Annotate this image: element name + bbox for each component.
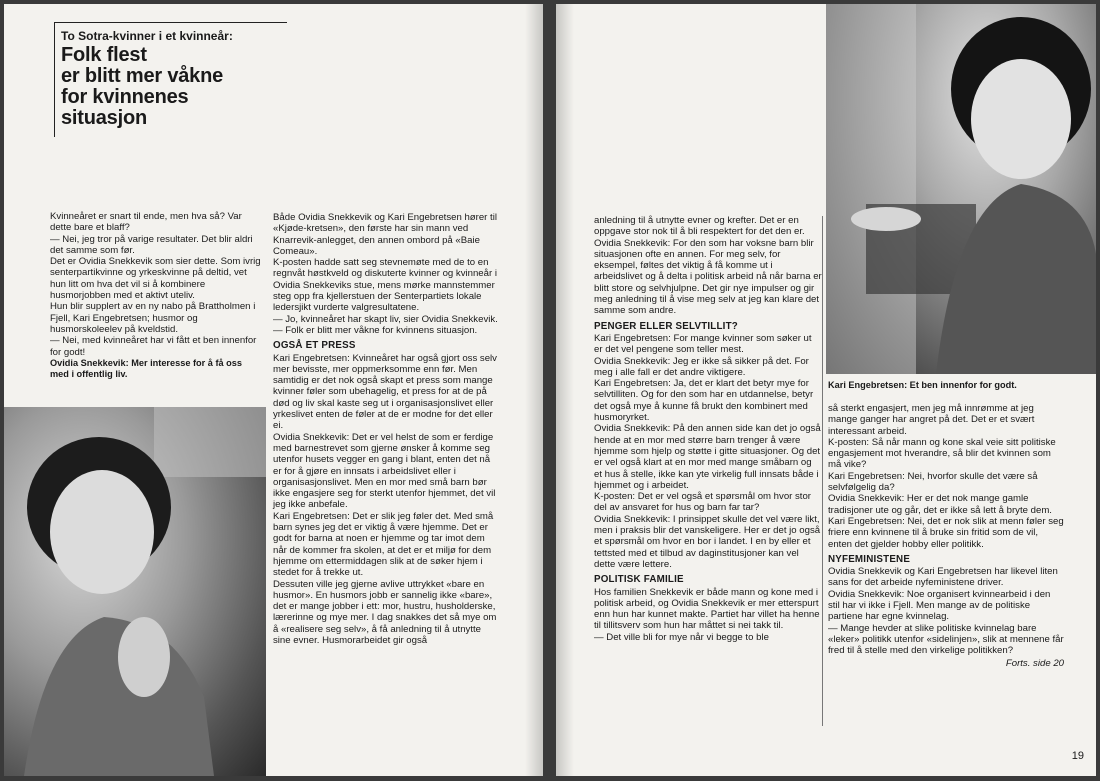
headline-line: for kvinnenes — [61, 86, 189, 108]
paragraph: — Nei, jeg tror på varige resultater. Det blir aldri det samme som før. — [50, 233, 253, 256]
left-page — [4, 4, 543, 776]
headline-line: situasjon — [61, 107, 147, 129]
headline — [61, 45, 279, 129]
right-page — [556, 4, 1096, 776]
paragraph: K-posten: Så når mann og kone skal veie sitt politiske engasjement mot hverandre, så blir det kvinnen som må vike? — [828, 436, 1056, 471]
section-heading: NYFEMINISTENE — [828, 553, 911, 565]
section-heading: OGSÅ ET PRESS — [273, 340, 356, 352]
paragraph: Det er Ovidia Snekkevik som sier dette. Som ivrig senterpartikvinne og yrkeskvinne på deltid, vet hun litt om hva det vil si å kombinere husmorjobben med et aktivt uteliv. — [50, 256, 261, 302]
paragraph: Ovidia Snekkevik: Her er det nok mange gamle tradisjoner ute og går, det er ikke så lett å bryte dem. — [828, 493, 1052, 516]
paragraph: Kari Engebretsen: For mange kvinner som søker ut er det vel pengene som teller mest. — [594, 332, 812, 356]
article-column-1 — [50, 211, 262, 380]
headline-line: er blitt mer våkne — [61, 65, 224, 87]
continued-note: Forts. side 20 — [1005, 657, 1064, 669]
paragraph: anledning til å utnytte evner og krefter. Det er en oppgave stor nok til å bli respektert for det den er. — [594, 215, 805, 238]
article-column-2 — [273, 212, 501, 646]
paragraph: — Mange hevder at slike politiske kvinnelag bare «leker» politikk utenfor «sidelinjen», slik at mennene får fred til å stelle med den virkelige politikken? — [828, 622, 1064, 657]
paragraph: Kari Engebretsen: Nei, hvorfor skulle det være så selvfølgelig da? — [828, 470, 1038, 494]
paragraph: Kari Engebretsen: Kvinneåret har også gjort oss selv mer bevisste, mer oppmerksomme enn før. Men samtidig er det nok også skapt et press som mange kvinner føler som ubehagelig, et press for at de på død og liv skal kaste seg ut i organisasjonslivet eller yrkeslivet enten de føler at de er modne for det eller ei. — [273, 352, 497, 432]
column-rule — [822, 216, 823, 726]
paragraph: så sterkt engasjert, men jeg må innrømme at jeg mange ganger har angret på det. Det er et svært interessant arbeid. — [828, 403, 1035, 437]
paragraph: Hun blir supplert av en ny nabo på Brattholmen i Fjell, Kari Engebretsen; husmor og husmorskoleelev på kveldstid. — [50, 301, 256, 335]
section-heading: PENGER ELLER SELVTILLIT? — [594, 320, 738, 332]
paragraph: Ovidia Snekkevik: Noe organisert kvinnearbeid i den stil har vi ikke i Fjell. Men mange av de politiske partiene har egne kvinnelag. — [828, 588, 1051, 623]
section-heading: POLITISK FAMILIE — [594, 574, 684, 586]
kicker: To Sotra-kvinner i et kvinneår: — [61, 29, 233, 43]
paragraph: Ovidia Snekkevik: I prinsippet skulle det vel være likt, men i praksis blir det vanskeligere. Her er det jo også et spørsmål om hvor en bor i landet. I en by eller et tettsted med et tilbud av daginstitusjoner kan vel dette være lettere. — [594, 513, 821, 570]
photo-kari-engebretsen — [826, 4, 1096, 374]
portrait-illustration — [826, 4, 1096, 374]
photo-caption: Kari Engebretsen: Et ben innenfor for godt. — [828, 380, 1017, 390]
paragraph: — Det ville bli for mye når vi begge to ble — [594, 631, 769, 643]
paragraph: Ovidia Snekkevik: Jeg er ikke så sikker på det. For meg i alle fall er det andre viktigere. — [594, 355, 809, 378]
paragraph: Ovidia Snekkevik: Det er vel helst de som er ferdige med barnestrevet som gjerne ønsker å komme seg utenfor husets vegger en gang i blant, enten det nå er for å gjøre en innsats i arbeidslivet eller i organisasjonslivet. Men en mor med små barn bør ikke engasjere seg for sterkt utenfor hjemmet, det vil jeg ikke anbefale. — [273, 431, 496, 511]
paragraph: Ovidia Snekkevik og Kari Engebretsen har likevel liten sans for det arbeide nyfeministene driver. — [828, 566, 1058, 589]
paragraph: K-posten hadde satt seg stevnemøte med de to en regnvåt høstkveld og diskuterte kvinner og kvinneår i Ovidia Snekkeviks stue, mens mørke mannstemmer steg opp fra kjellerstuen der Senterpartiets lokale ledersjikt vurderte valgresultatene. — [273, 257, 497, 314]
gutter-shadow — [556, 4, 574, 776]
paragraph: Både Ovidia Snekkevik og Kari Engebretsen hører til «Kjøde-kretsen», den første har sin mann ved Knarrevik-anlegget, den annen ombord på «Baie Comeau». — [273, 212, 497, 257]
gutter-shadow — [525, 4, 543, 776]
paragraph: K-posten: Det er vel også et spørsmål om hvor stor del av ansvaret for hus og barn far tar? — [594, 491, 812, 514]
paragraph: Kari Engebretsen: Det er slik jeg føler det. Med små barn synes jeg det er viktig å være hjemme. Det er godt for barna at noen er hjemme og tar imot dem når de kommer fra skolen, at det er et miljø for dem hjemme om ettermiddagen slik at de søker hjem i stedet for å trekke ut. — [273, 510, 494, 579]
paragraph: Dessuten ville jeg gjerne avlive uttrykket «bare en husmor». En husmors jobb er sannelig ikke «bare», det er mange jobber i ett: mor, hustru, husholderske, lærerinne og mye mer. I dag snakkes det så mye om å «realisere seg selv», å få anledning til å utnytte sine evner. Husmorarbeidet gir også — [273, 578, 497, 646]
paragraph: — Jo, kvinneåret har skapt liv, sier Ovidia Snekkevik. — Folk er blitt mer våkne for kvinnens situasjon. — [273, 313, 498, 336]
headline-block — [54, 22, 287, 137]
paragraph: — Nei, med kvinneåret har vi fått et ben innenfor for godt! — [50, 335, 257, 358]
paragraph: Kari Engebretsen: Nei, det er nok slik at menn føler seg friere enn kvinnene til å bruke sin fritid som de vil, enten det gjelder hobby eller politikk. — [828, 515, 1064, 550]
portrait-illustration — [4, 407, 266, 776]
photo-caption: Ovidia Snekkevik: Mer interesse for å få oss med i offentlig liv. — [50, 357, 243, 379]
headline-line: Folk flest — [61, 44, 147, 66]
article-column-4 — [828, 403, 1064, 669]
page-number: 19 — [1071, 750, 1084, 762]
paragraph: Hos familien Snekkevik er både mann og kone med i politisk arbeid, og Ovidia Snekkevik er mer etterspurt enn hun har kunnet makte. Partiet har villet ha henne til tillitsverv som hun har måttet si nei takk til. — [594, 586, 820, 632]
paragraph: Ovidia Snekkevik: På den annen side kan det jo også hende at en mor med større barn trenger å være hjemme som hjelp og støtte i gitte situasjoner. Og det er vel også klart at en mor med mange småbarn og et hus å stelle, ikke kan yte virkelig full innsats både i hjemmet og i arbeidet. — [594, 423, 821, 491]
paragraph: Kvinneåret er snart til ende, men hva så? Var dette bare et blaff? — [50, 211, 242, 234]
paragraph: Kari Engebretsen: Ja, det er klart det betyr mye for selvtilliten. Og for den som har en utdannelse, betyr det også mye å kunne få brukt den kombinert med husmoryrket. — [594, 378, 814, 424]
paragraph: Ovidia Snekkevik: For den som har voksne barn blir situasjonen ofte en annen. For meg selv, for eksempel, føltes det viktig å få komme ut i arbeidslivet og å delta i politisk arbeid nå når barna er blitt store og selvhjulpne. Det gir nye impulser og gir meg anledning til å vise meg selv at jeg kan klare det samme som andre. — [594, 237, 822, 317]
article-column-3 — [594, 215, 822, 643]
photo-ovidia-snekkevik — [4, 407, 266, 776]
